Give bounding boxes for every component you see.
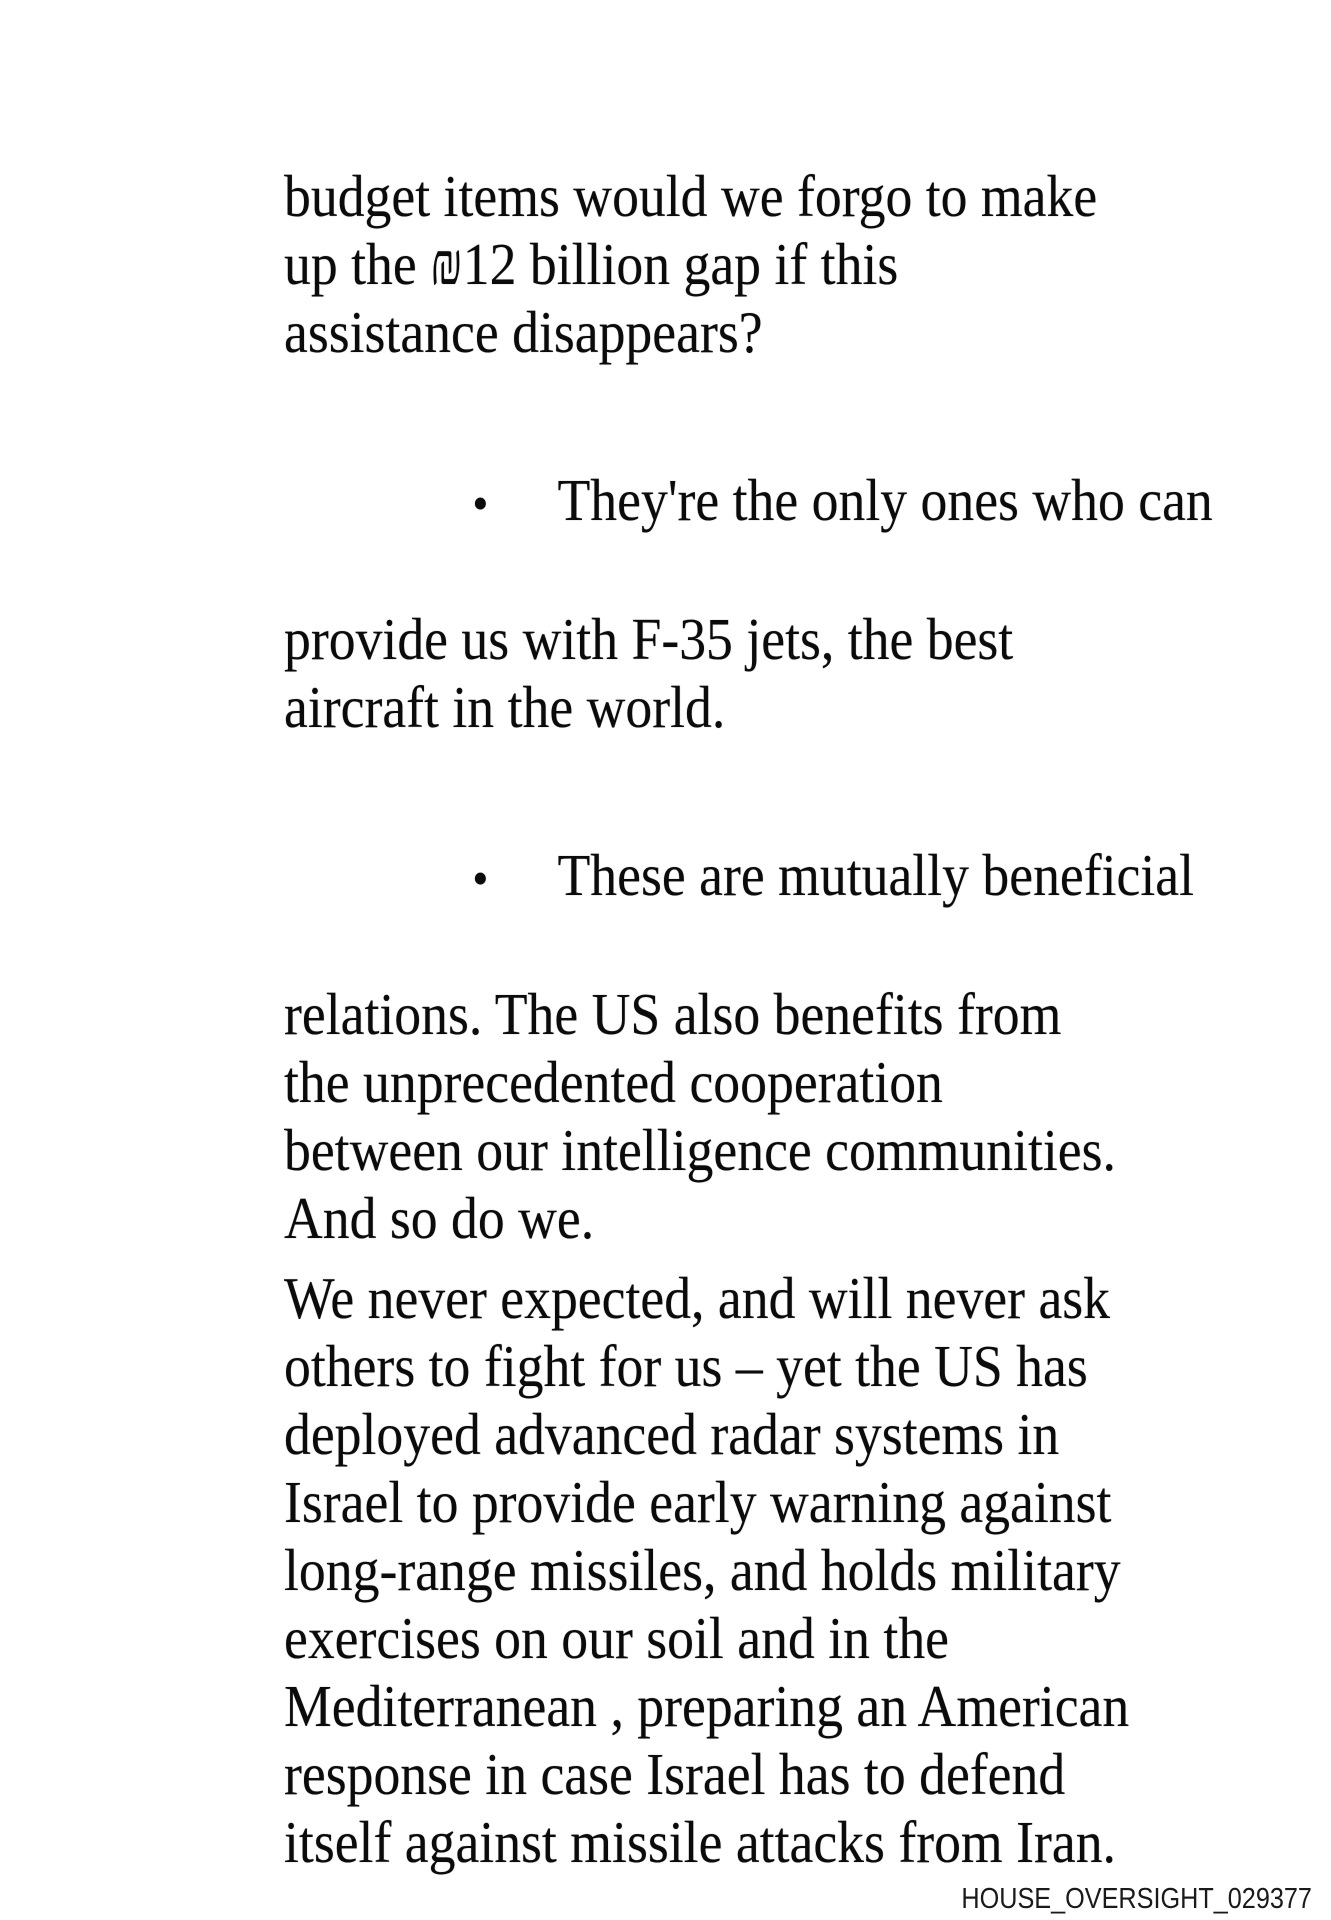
text-line	[284, 773, 1331, 980]
text-line: aircraft in the world.	[284, 674, 726, 740]
text-line: Mediterranean , preparing an American	[284, 1673, 1130, 1739]
text-line: provide us with F-35 jets, the best	[284, 606, 1014, 672]
bullet-text: These are mutually beneficial	[557, 842, 1195, 908]
text-line: response in case Israel has to defend	[284, 1741, 1066, 1807]
bullet-icon: •	[472, 850, 489, 906]
text-line: deployed advanced radar systems in	[284, 1401, 1060, 1467]
paragraph	[284, 162, 1331, 366]
text-line: between our intelligence communities.	[284, 1117, 1116, 1183]
text-line: exercises on our soil and in the	[284, 1605, 949, 1671]
text-block	[284, 162, 1331, 1876]
text-line: itself against missile attacks from Iran.	[284, 1809, 1116, 1875]
bates-number: HOUSE_OVERSIGHT_029377	[961, 1883, 1312, 1915]
text-line: budget items would we forgo to make	[284, 163, 1098, 229]
bullet-text: They're the only ones who can	[557, 467, 1213, 533]
text-line: the unprecedented cooperation	[284, 1049, 943, 1115]
text-line: Israel to provide early warning against	[284, 1469, 1112, 1535]
text-line	[284, 398, 1331, 605]
text-line: assistance disappears?	[284, 299, 763, 365]
paragraph	[284, 1264, 1331, 1876]
text-line: relations. The US also benefits from	[284, 981, 1062, 1047]
text-line: long-range missiles, and holds military	[284, 1537, 1121, 1603]
text-line: We never expected, and will never ask	[284, 1265, 1111, 1331]
bullet-icon: •	[472, 475, 489, 531]
bullet-item	[284, 773, 1331, 1252]
text-line: And so do we.	[284, 1185, 595, 1251]
bullet-item	[284, 398, 1331, 741]
text-line: others to fight for us – yet the US has	[284, 1333, 1088, 1399]
text-line: up the ₪12 billion gap if this	[284, 231, 899, 297]
